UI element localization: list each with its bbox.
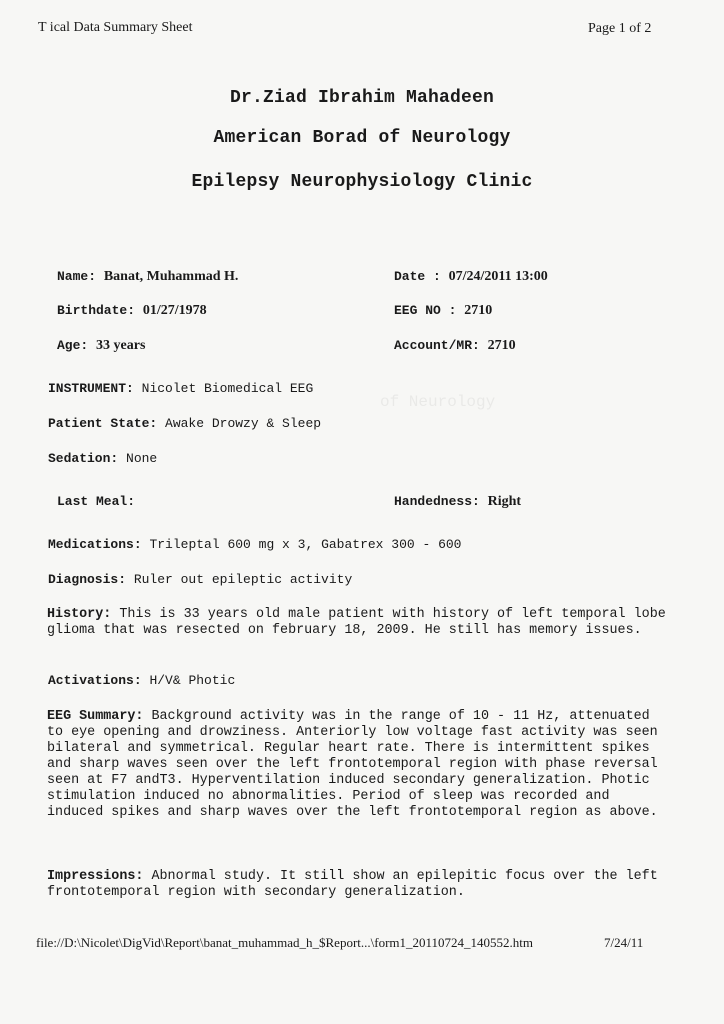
eeg-summary-section [47,709,667,821]
name-label: Name: [57,269,97,284]
birthdate-value: 01/27/1978 [142,303,207,318]
age-label: Age: [57,338,89,353]
medications-value: Trileptal 600 mg x 3, Gabatrex 300 - 600 [149,537,462,552]
instrument-label: INSTRUMENT: [48,381,134,396]
handedness-value: Right [487,494,522,509]
footer-file-path: file://D:\Nicolet\DigVid\Report\banat_muhammad_h_$Report...\form1_20110724_140552.htm [36,935,534,950]
activations-label: Activations: [48,673,142,688]
birthdate-label: Birthdate: [57,303,136,318]
diagnosis-value: Ruler out epileptic activity [133,572,353,587]
eeg-no-row [394,303,492,319]
sheet-title: T ical Data Summary Sheet [38,20,193,35]
history-section [47,607,667,639]
diagnosis-label: Diagnosis: [48,572,127,587]
age-row [57,338,145,354]
sedation-label: Sedation: [48,451,119,466]
eeg-no-value: 2710 [464,303,493,318]
activations-row [48,673,235,688]
handedness-label: Handedness: [394,494,480,509]
patient-state-value: Awake Drowzy & Sleep [165,416,322,431]
eeg-no-label: EEG NO : [394,303,457,318]
date-row [394,269,548,285]
sedation-value: None [126,451,158,466]
account-label: Account/MR: [394,338,480,353]
last-meal-label: Last Meal: [57,494,136,509]
handedness-row [394,494,521,510]
doctor-name: Dr.Ziad Ibrahim Mahadeen [229,88,495,108]
account-row [394,338,516,354]
date-value: 07/24/2011 13:00 [448,269,548,284]
medications-row [48,537,462,552]
patient-state-label: Patient State: [48,416,158,431]
sedation-row [48,451,157,466]
page-number: Page 1 of 2 [588,21,652,36]
impressions-label: Impressions: [47,869,144,884]
date-label: Date : [394,269,441,284]
impressions-section [47,869,667,901]
clinic-name: Epilepsy Neurophysiology Clinic [191,172,533,192]
eeg-summary-label: EEG Summary: [47,709,144,724]
activations-value: H/V& Photic [149,673,236,688]
medications-label: Medications: [48,537,142,552]
name-value: Banat, Muhammad H. [103,269,239,284]
diagnosis-row [48,572,352,587]
eeg-summary-value: Background activity was in the range of 10 - 11 Hz, attenuated to eye opening and drowziness. Anteriorly low voltage fast activity was seen bilateral and symmetrical. Regular heart rate. There is intermittent spikes and sharp waves seen over the left frontotemporal region with phase reversal seen at F7 andT3. Hyperventilation induced secondary generalization. Photic stimulation induced no abnormalities. Period of sleep was recorded and induced spikes and sharp waves over the left frontotemporal region as above. [47,709,658,820]
patient-name-row [57,269,238,285]
instrument-row [48,381,313,396]
birthdate-row [57,303,207,319]
account-value: 2710 [487,338,516,353]
patient-state-row [48,416,321,431]
footer-date: 7/24/11 [604,935,644,950]
instrument-value: Nicolet Biomedical EEG [141,381,314,396]
history-label: History: [47,607,112,622]
history-value: This is 33 years old male patient with history of left temporal lobe glioma that was resected on february 18, 2009. He still has memory issues. [47,607,666,638]
board-name: American Borad of Neurology [213,128,511,148]
impressions-value: Abnormal study. It still show an epilepitic focus over the left frontotemporal region with secondary generalization. [47,869,658,900]
bleed-through-text: of Neurology [380,393,496,411]
age-value: 33 years [96,338,146,353]
last-meal-row [57,494,135,509]
